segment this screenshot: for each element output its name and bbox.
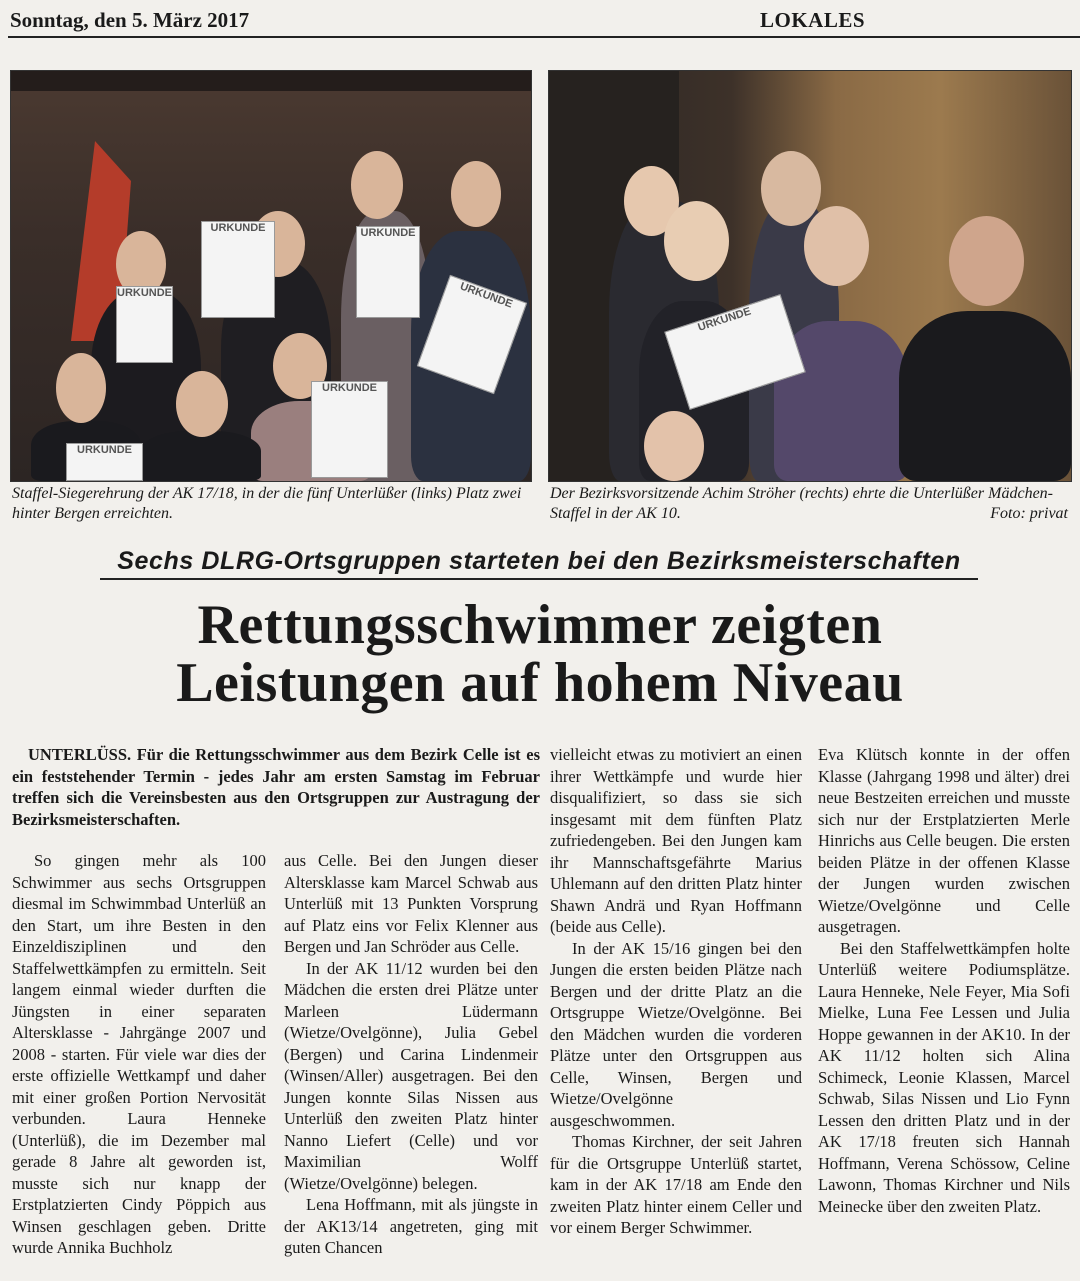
section-label: LOKALES [760,8,866,32]
paragraph: So gingen mehr als 100 Schwimmer aus sechs Ortsgruppen diesmal im Schwimmbad Unterlüß an den Start, um ihre Besten in den Einzeldisziplinen und den Staffelwettkämpfen zu ermitteln. Seit langem einmal wieder durften die Jüngsten in einer separaten Altersklasse - Jahrgänge 2007 und 2008 - starten. Für viele war dies der erste offizielle Wettkampf und daher mit einer großen Portion Nervosität verbunden. Laura Henneke (Unterlüß), die im Dezember mal gerade 8 Jahre alt geworden ist, musste sich nur knapp der Erstplatzierten Cindy Pöppich aus Winsen geschlagen geben. Dritte wurde Annika Buchholz [12,851,266,1257]
article-headline [0,596,1080,712]
photo-caption-right-text: Der Bezirksvorsitzende Achim Ströher (rechts) ehrte die Unterlüßer Mädchen-Staffel in der AK 10. [550,485,1053,522]
photo-caption-left: Staffel-Siegerehrung der AK 17/18, in der die fünf Unterlüßer (links) Platz zwei hinter Bergen erreichten. [12,485,522,522]
paragraph: Lena Hoffmann, mit als jüngste in der AK13/14 angetreten, ging mit guten Chancen [284,1195,538,1257]
paragraph: Thomas Kirchner, der seit Jahren für die Ortsgruppe Unterlüß startet, kam in der AK 17/18 am Ende den zweiten Platz hinter einem Celler und vor einem Berger Schwimmer. [550,1132,802,1237]
photo-left [10,70,532,482]
certificate: URKUNDE [66,443,143,481]
certificate: URKUNDE [201,221,275,318]
article-column-3 [550,744,802,1239]
headline-line-2: Leistungen auf hohem Niveau [176,652,904,714]
paragraph: Eva Klütsch konnte in der offen Klasse (Jahrgang 1998 und älter) drei neue Bestzeiten erreichen und musste sich nur der Erstplatzierten Merle Hinrichs aus Celle beugen. Die ersten beiden Plätze in der offenen Klasse der Jungen wurden zwischen Wietze/Ovelgönne und Celle ausgetragen. [818,745,1070,936]
photo-right [548,70,1072,482]
certificate: URKUNDE [417,275,527,394]
paragraph: In der AK 11/12 wurden bei den Mädchen die ersten drei Plätze unter Marleen Lüdermann (Wietze/Ovelgönne), Julia Gebel (Bergen) und Carina Lindenmeir (Winsen/Aller) ausgetragen. Bei den Jungen konnte Silas Nissen aus Unterlüß den zweiten Platz hinter Nanno Liefert (Celle) und vor Maximilian Wolff (Wietze/Ovelgönne) belegen. [284,958,538,1193]
paragraph: vielleicht etwas zu motiviert an einen ihrer Wettkämpfe und wurde hier disqualifiziert, so dass sie sich insgesamt mit dem fünften Platz zufriedengeben. Bei den Jungen kam ihr Mannschaftsgefährte Marius Uhlemann auf den dritten Platz hinter Shawn Andrä und Ryan Hoffmann (beide aus Celle). [550,745,802,936]
certificate: URKUNDE [116,286,173,363]
certificate: URKUNDE [356,226,420,318]
certificate: URKUNDE [311,381,388,478]
lead-paragraph: UNTERLÜSS. Für die Rettungsschwimmer aus dem Bezirk Celle ist es ein feststehender Termin - jedes Jahr am ersten Samstag im Februar treffen sich die Vereinsbesten aus den Ortsgruppen zur Austragung der Bezirksmeisterschaften. [12,745,540,829]
headline-line-1: Rettungsschwimmer zeigten [197,594,883,656]
issue-date: Sonntag, den 5. März 2017 [10,8,250,32]
article-lead [12,744,540,830]
article-column-2 [284,850,538,1259]
page-header [8,6,1080,38]
article-column-1 [12,850,266,1259]
paragraph: Bei den Staffelwettkämpfen holte Unterlüß weitere Podiumsplätze. Laura Henneke, Nele Feyer, Mia Sofi Mielke, Luna Fee Lessen und Julia Hoppe gewannen in der AK10. In der AK 11/12 holten sich Alina Schimeck, Leonie Klassen, Marcel Schwab, Silas Nissen und Lio Fynn Lessen den dritten Platz und in der AK 17/18 freuten sich Hannah Hoffmann, Verena Schössow, Celine Lawonn, Thomas Kirchner und Nils Meinecke über den zweiten Platz. [818,938,1070,1216]
article-column-4 [818,744,1070,1217]
article-kicker: Sechs DLRG-Ortsgruppen starteten bei den Bezirksmeisterschaften [100,547,978,580]
paragraph: In der AK 15/16 gingen bei den Jungen die ersten beiden Plätze nach Bergen und der dritte Platz an die Ortsgruppe Wietze/Ovelgönne. Bei den Mädchen wurden die vorderen Plätze unter den Ortsgruppen aus Celle, Winsen, Bergen und Wietze/Ovelgönne ausgeschwommen. [550,938,802,1130]
photo-credit: Foto: privat [990,505,1068,522]
photo-caption-right [550,484,1068,524]
certificate: URKUNDE [664,294,805,410]
paragraph: aus Celle. Bei den Jungen dieser Altersklasse kam Marcel Schwab aus Unterlüß mit 13 Punkten Vorsprung auf Platz eins vor Felix Klenner aus Bergen und Jan Schröder aus Celle. [284,851,538,956]
